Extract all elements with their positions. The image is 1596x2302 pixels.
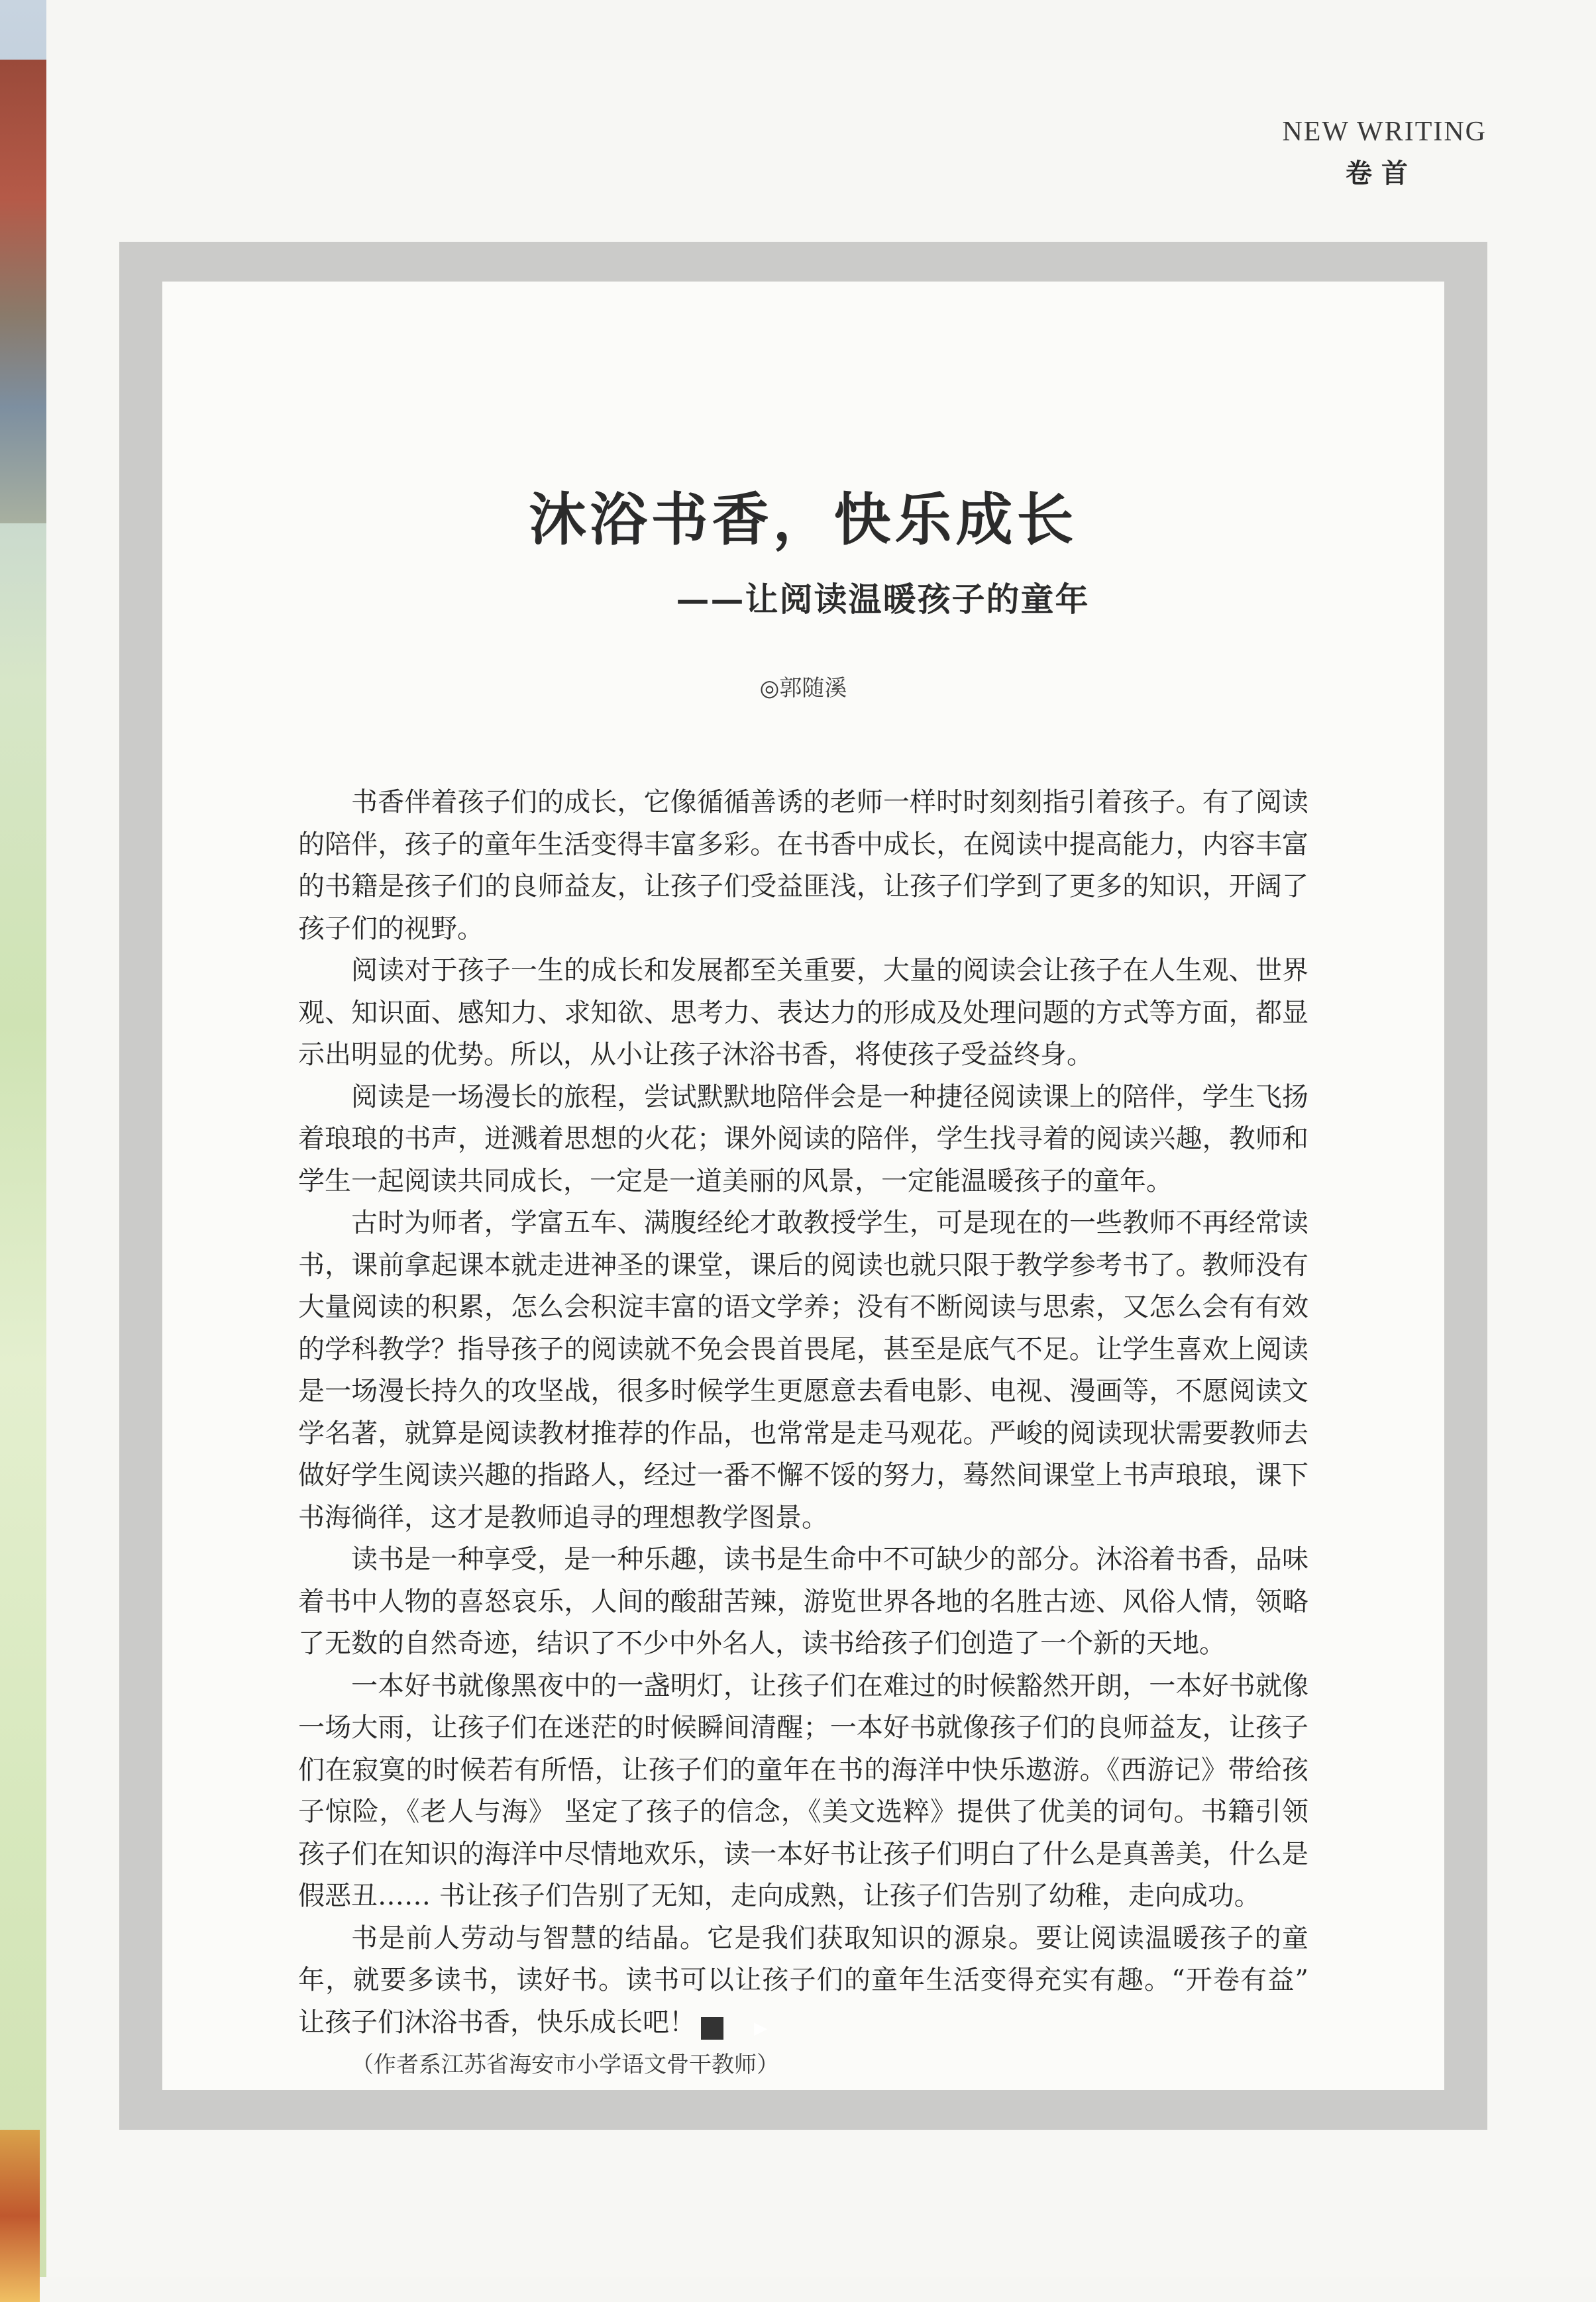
background-small-photo bbox=[0, 2130, 40, 2302]
background-photo-strip bbox=[0, 0, 46, 2277]
end-mark-icon: ▶ bbox=[701, 2017, 723, 2040]
paragraph-3: 阅读是一场漫长的旅程，尝试默默地陪伴会是一种捷径阅读课上的陪伴，学生飞扬着琅琅的书声，迸溅着思想的火花；课外阅读的陪伴，学生找寻着的阅读兴趣，教师和学生一起阅读共同成长，一定是一道美丽的风景，一定能温暖孩子的童年。 bbox=[298, 1081, 1308, 1196]
background-building-photo bbox=[0, 60, 46, 523]
paragraph-2: 阅读对于孩子一生的成长和发展都至关重要，大量的阅读会让孩子在人生观、世界观、知识面、感知力、求知欲、思考力、表达力的形成及处理问题的方式等方面，都显示出明显的优势。所以，从小让孩子沐浴书香，将使孩子受益终身。 bbox=[298, 955, 1308, 1070]
section-label: 卷首 bbox=[1346, 158, 1417, 189]
paragraph-7 bbox=[298, 1918, 1308, 2044]
paragraph-5: 读书是一种享受，是一种乐趣，读书是生命中不可缺少的部分。沐浴着书香，品味着书中人物的喜怒哀乐，人间的酸甜苦辣，游览世界各地的名胜古迹、风俗人情，领略了无数的自然奇迹，结识了不少中外名人，读书给孩子们创造了一个新的天地。 bbox=[298, 1544, 1308, 1659]
article-title: 沐浴书香，快乐成长 bbox=[529, 486, 1078, 553]
article-paper bbox=[162, 282, 1444, 2090]
paragraph-7-text: 书是前人劳动与智慧的结晶。它是我们获取知识的源泉。要让阅读温暖孩子的童年，就要多读书，读好书。读书可以让孩子们的童年生活变得充实有趣。“开卷有益” 让孩子们沐浴书香，快乐成长吧！ bbox=[298, 1922, 1308, 2038]
article-author: ◎郭随溪 bbox=[759, 675, 847, 702]
article-body bbox=[298, 782, 1308, 2086]
article-frame bbox=[119, 242, 1487, 2130]
paragraph-6: 一本好书就像黑夜中的一盏明灯，让孩子们在难过的时候豁然开朗，一本好书就像一场大雨，让孩子们在迷茫的时候瞬间清醒；一本好书就像孩子们的良师益友，让孩子们在寂寞的时候若有所悟，让孩子们的童年在书的海洋中快乐遨游。《西游记》带给孩子惊险，《老人与海》 坚定了孩子的信念，《美文选粹》提供了优美的词句。书籍引领孩子们在知识的海洋中尽情地欢乐，读一本好书让孩子们明白了什么是真善美，什么是假恶丑…… 书让孩子们告别了无知，走向成熟，让孩子们告别了幼稚，走向成功。 bbox=[298, 1670, 1308, 1911]
paragraph-1: 书香伴着孩子们的成长，它像循循善诱的老师一样时时刻刻指引着孩子。有了阅读的陪伴，孩子的童年生活变得丰富多彩。在书香中成长，在阅读中提高能力，内容丰富的书籍是孩子们的良师益友，让孩子们受益匪浅，让孩子们学到了更多的知识，开阔了孩子们的视野。 bbox=[298, 787, 1308, 944]
author-note: （作者系江苏省海安市小学语文骨干教师） bbox=[351, 2052, 779, 2078]
paragraph-4: 古时为师者，学富五车、满腹经纶才敢教授学生，可是现在的一些教师不再经常读书，课前拿起课本就走进神圣的课堂，课后的阅读也就只限于教学参考书了。教师没有大量阅读的积累，怎么会积淀丰富的语文学养；没有不断阅读与思索，又怎么会有有效的学科教学？指导孩子的阅读就不免会畏首畏尾，甚至是底气不足。让学生喜欢上阅读是一场漫长持久的攻坚战，很多时候学生更愿意去看电影、电视、漫画等，不愿阅读文学名著，就算是阅读教材推荐的作品，也常常是走马观花。严峻的阅读现状需要教师去做好学生阅读兴趣的指路人，经过一番不懈不馁的努力，蓦然间课堂上书声琅琅，课下书海徜徉，这才是教师追寻的理想教学图景。 bbox=[298, 1208, 1308, 1533]
magazine-name: NEW WRITING bbox=[1282, 117, 1487, 147]
article-subtitle: ——让阅读温暖孩子的童年 bbox=[676, 580, 1090, 619]
